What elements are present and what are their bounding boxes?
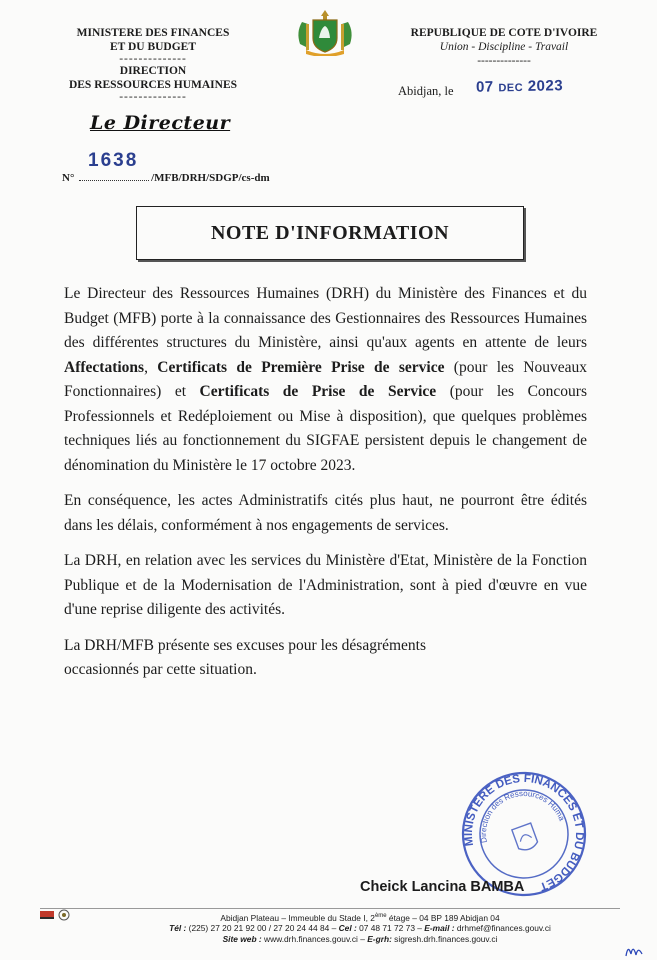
paragraph-2: En conséquence, les actes Administratifs cités plus haut, ne pourront être édités dans les délais, conformément à nos engagements de services. xyxy=(64,492,587,534)
signatory-name: Cheick Lancina BAMBA xyxy=(360,879,525,895)
paragraph-4 xyxy=(64,634,587,683)
date-prefix: Abidjan, le xyxy=(398,84,454,98)
document-body xyxy=(64,282,587,694)
header-separator: -------------- xyxy=(477,55,531,67)
document-title-box xyxy=(136,206,524,260)
reference-line xyxy=(62,172,270,184)
address-text: étage – 04 BP 189 Abidjan 04 xyxy=(386,912,500,923)
cel-label: Cel : xyxy=(338,923,357,934)
bold-term: Certificats de Prise de Service xyxy=(199,383,437,400)
header-separator: -------------- xyxy=(119,91,187,103)
reference-suffix: /MFB/DRH/SDGP/cs-dm xyxy=(151,172,270,184)
reference-number: 1638 xyxy=(88,150,139,171)
tel-label: Tél : xyxy=(169,923,187,934)
paragraph-text: (pour les Concours Professionnels et Redéploiement ou Mise à disposition), que quelques problèmes techniques liés au fonctionnement du SIGFAE persistent depuis le changement de dénomination du Ministère le 17 octobre 2023. xyxy=(64,383,587,474)
stamp-inner-text: Direction des Ressources Humaines xyxy=(478,788,567,844)
date-day: 07 xyxy=(475,78,494,96)
ministry-name-line1: MINISTERE DES FINANCES xyxy=(76,27,230,39)
web-value: www.drh.finances.gouv.ci – xyxy=(261,933,368,944)
reference-prefix: N° xyxy=(62,172,75,184)
ministry-header xyxy=(58,26,248,102)
republic-header xyxy=(388,26,620,68)
cel-value: 07 48 71 72 73 – xyxy=(356,923,425,934)
date-year: 2023 xyxy=(527,77,564,95)
footer-address xyxy=(90,911,630,923)
paragraph-text: Le Directeur des Ressources Humaines (DRH) du Ministère des Finances et du Budget (MFB) porte à la connaissance des Gestionnaires des Ressources Humaines des différentes structures du Ministère, ainsi qu'aux agents en attente de leurs xyxy=(64,285,587,351)
paragraph-3: La DRH, en relation avec les services du Ministère d'Etat, Ministère de la Fonction Publique et de la Modernisation de l'Administration, sont à pied d'œuvre en vue d'une reprise diligente des activités. xyxy=(64,552,587,618)
footer-contact xyxy=(90,911,630,944)
paragraph-1 xyxy=(64,282,587,478)
email-label: E-mail : xyxy=(424,923,455,934)
address-text: Abidjan Plateau – Immeuble du Stade I, 2 xyxy=(220,912,375,923)
paragraph-text: , xyxy=(144,358,158,376)
header-separator: -------------- xyxy=(119,53,187,65)
coat-of-arms-icon xyxy=(292,8,358,56)
email-value: drhmef@finances.gouv.ci xyxy=(454,923,551,934)
document-title: NOTE D'INFORMATION xyxy=(210,221,450,244)
date-stamp xyxy=(476,77,563,96)
handwritten-initials xyxy=(622,940,652,960)
footer-phones xyxy=(90,923,630,934)
bold-term: Affectations xyxy=(64,358,145,376)
paragraph-text: La DRH/MFB présente ses excuses pour les désagréments xyxy=(64,636,427,654)
paragraph-text: occasionnés par cette situation. xyxy=(64,661,257,678)
republic-name: REPUBLIQUE DE COTE D'IVOIRE xyxy=(410,27,598,39)
date-month: DEC xyxy=(498,81,524,95)
egrh-value: sigresh.drh.finances.gouv.ci xyxy=(391,933,498,944)
bold-term: Certificats de Première Prise de service xyxy=(157,358,445,376)
web-label: Site web : xyxy=(222,933,262,944)
signatory-title: Le Directeur xyxy=(90,112,231,134)
footer-logos-icon xyxy=(40,908,80,922)
footer-divider xyxy=(40,908,620,909)
reference-blank xyxy=(79,180,149,181)
address-superscript: ème xyxy=(374,913,387,919)
stamp-outer-text: MINISTERE DES FINANCES ET DU BUDGET xyxy=(462,772,586,893)
ministry-name-line2: ET DU BUDGET xyxy=(109,41,197,53)
tel-value: (225) 27 20 21 92 00 / 27 20 24 44 84 – xyxy=(186,923,339,934)
direction-line1: DIRECTION xyxy=(119,65,187,77)
footer-web xyxy=(90,934,630,945)
direction-line2: DES RESSOURCES HUMAINES xyxy=(68,79,238,91)
national-motto: Union - Discipline - Travail xyxy=(439,41,569,53)
paragraph-text: (pour les Nouveaux Fonctionnaires) et xyxy=(64,358,587,400)
egrh-label: E-grh: xyxy=(367,933,392,944)
